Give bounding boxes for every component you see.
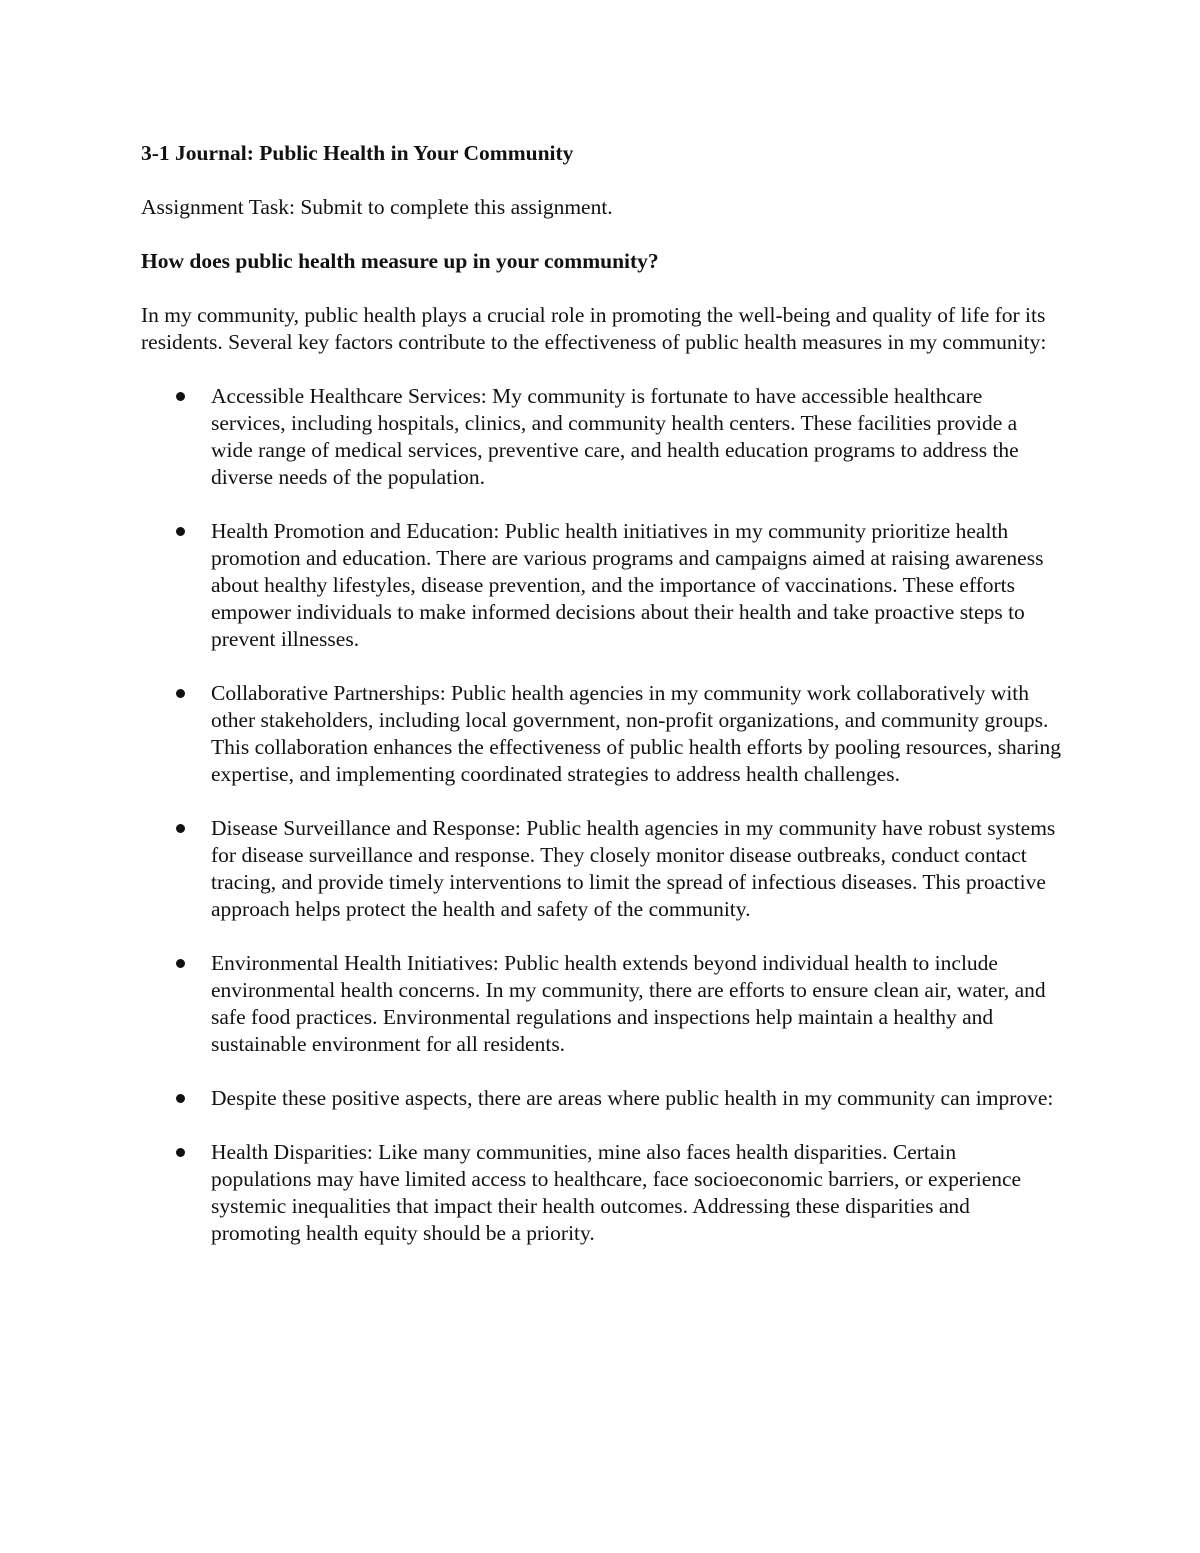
list-item-text: Environmental Health Initiatives: Public health extends beyond individual health to include environmental health concerns. In my community, there are efforts to ensure clean air, water, and safe food practices. Environmental regulations and inspections help maintain a healthy and sustainable environment for all residents. [211, 951, 1046, 1056]
list-item-text: Disease Surveillance and Response: Public health agencies in my community have robust systems for disease surveillance and response. They closely monitor disease outbreaks, conduct contact tracing, and provide timely interventions to limit the spread of infectious diseases. This proactive approach helps protect the health and safety of the community. [211, 816, 1056, 921]
list-item [141, 815, 1061, 923]
list-item-text: Health Promotion and Education: Public health initiatives in my community prioritize health promotion and education. There are various programs and campaigns aimed at raising awareness about healthy lifestyles, disease prevention, and the importance of vaccinations. These efforts empower individuals to make informed decisions about their health and take proactive steps to prevent illnesses. [211, 519, 1044, 651]
list-item [141, 950, 1061, 1058]
bullet-icon [176, 1094, 185, 1103]
bullet-icon [176, 1148, 185, 1157]
list-item [141, 518, 1061, 653]
intro-paragraph: In my community, public health plays a crucial role in promoting the well-being and quality of life for its residents. Several key factors contribute to the effectiveness of public health measures in my community: [141, 303, 1047, 354]
list-item [141, 1085, 1061, 1112]
bullet-icon [176, 527, 185, 536]
list-item-text: Accessible Healthcare Services: My community is fortunate to have accessible healthcare services, including hospitals, clinics, and community health centers. These facilities provide a wide range of medical services, preventive care, and health education programs to address the diverse needs of the population. [211, 384, 1019, 489]
question-heading: How does public health measure up in your community? [141, 249, 659, 273]
list-item-text: Health Disparities: Like many communities, mine also faces health disparities. Certain populations may have limited access to healthcare, face socioeconomic barriers, or experience systemic inequalities that impact their health outcomes. Addressing these disparities and promoting health equity should be a priority. [211, 1140, 1022, 1245]
document-page [141, 140, 1071, 1274]
bullet-icon [176, 689, 185, 698]
list-item [141, 680, 1061, 788]
bullet-icon [176, 392, 185, 401]
bullet-list [141, 383, 1071, 1247]
bullet-icon [176, 824, 185, 833]
bullet-icon [176, 959, 185, 968]
assignment-task: Assignment Task: Submit to complete this assignment. [141, 195, 613, 219]
list-item [141, 1139, 1061, 1247]
list-item-text: Collaborative Partnerships: Public health agencies in my community work collaboratively with other stakeholders, including local government, non-profit organizations, and community groups. This collaboration enhances the effectiveness of public health efforts by pooling resources, sharing expertise, and implementing coordinated strategies to address health challenges. [211, 681, 1061, 786]
document-title: 3-1 Journal: Public Health in Your Community [141, 141, 574, 165]
list-item [141, 383, 1061, 491]
list-item-text: Despite these positive aspects, there are areas where public health in my community can improve: [211, 1086, 1054, 1110]
